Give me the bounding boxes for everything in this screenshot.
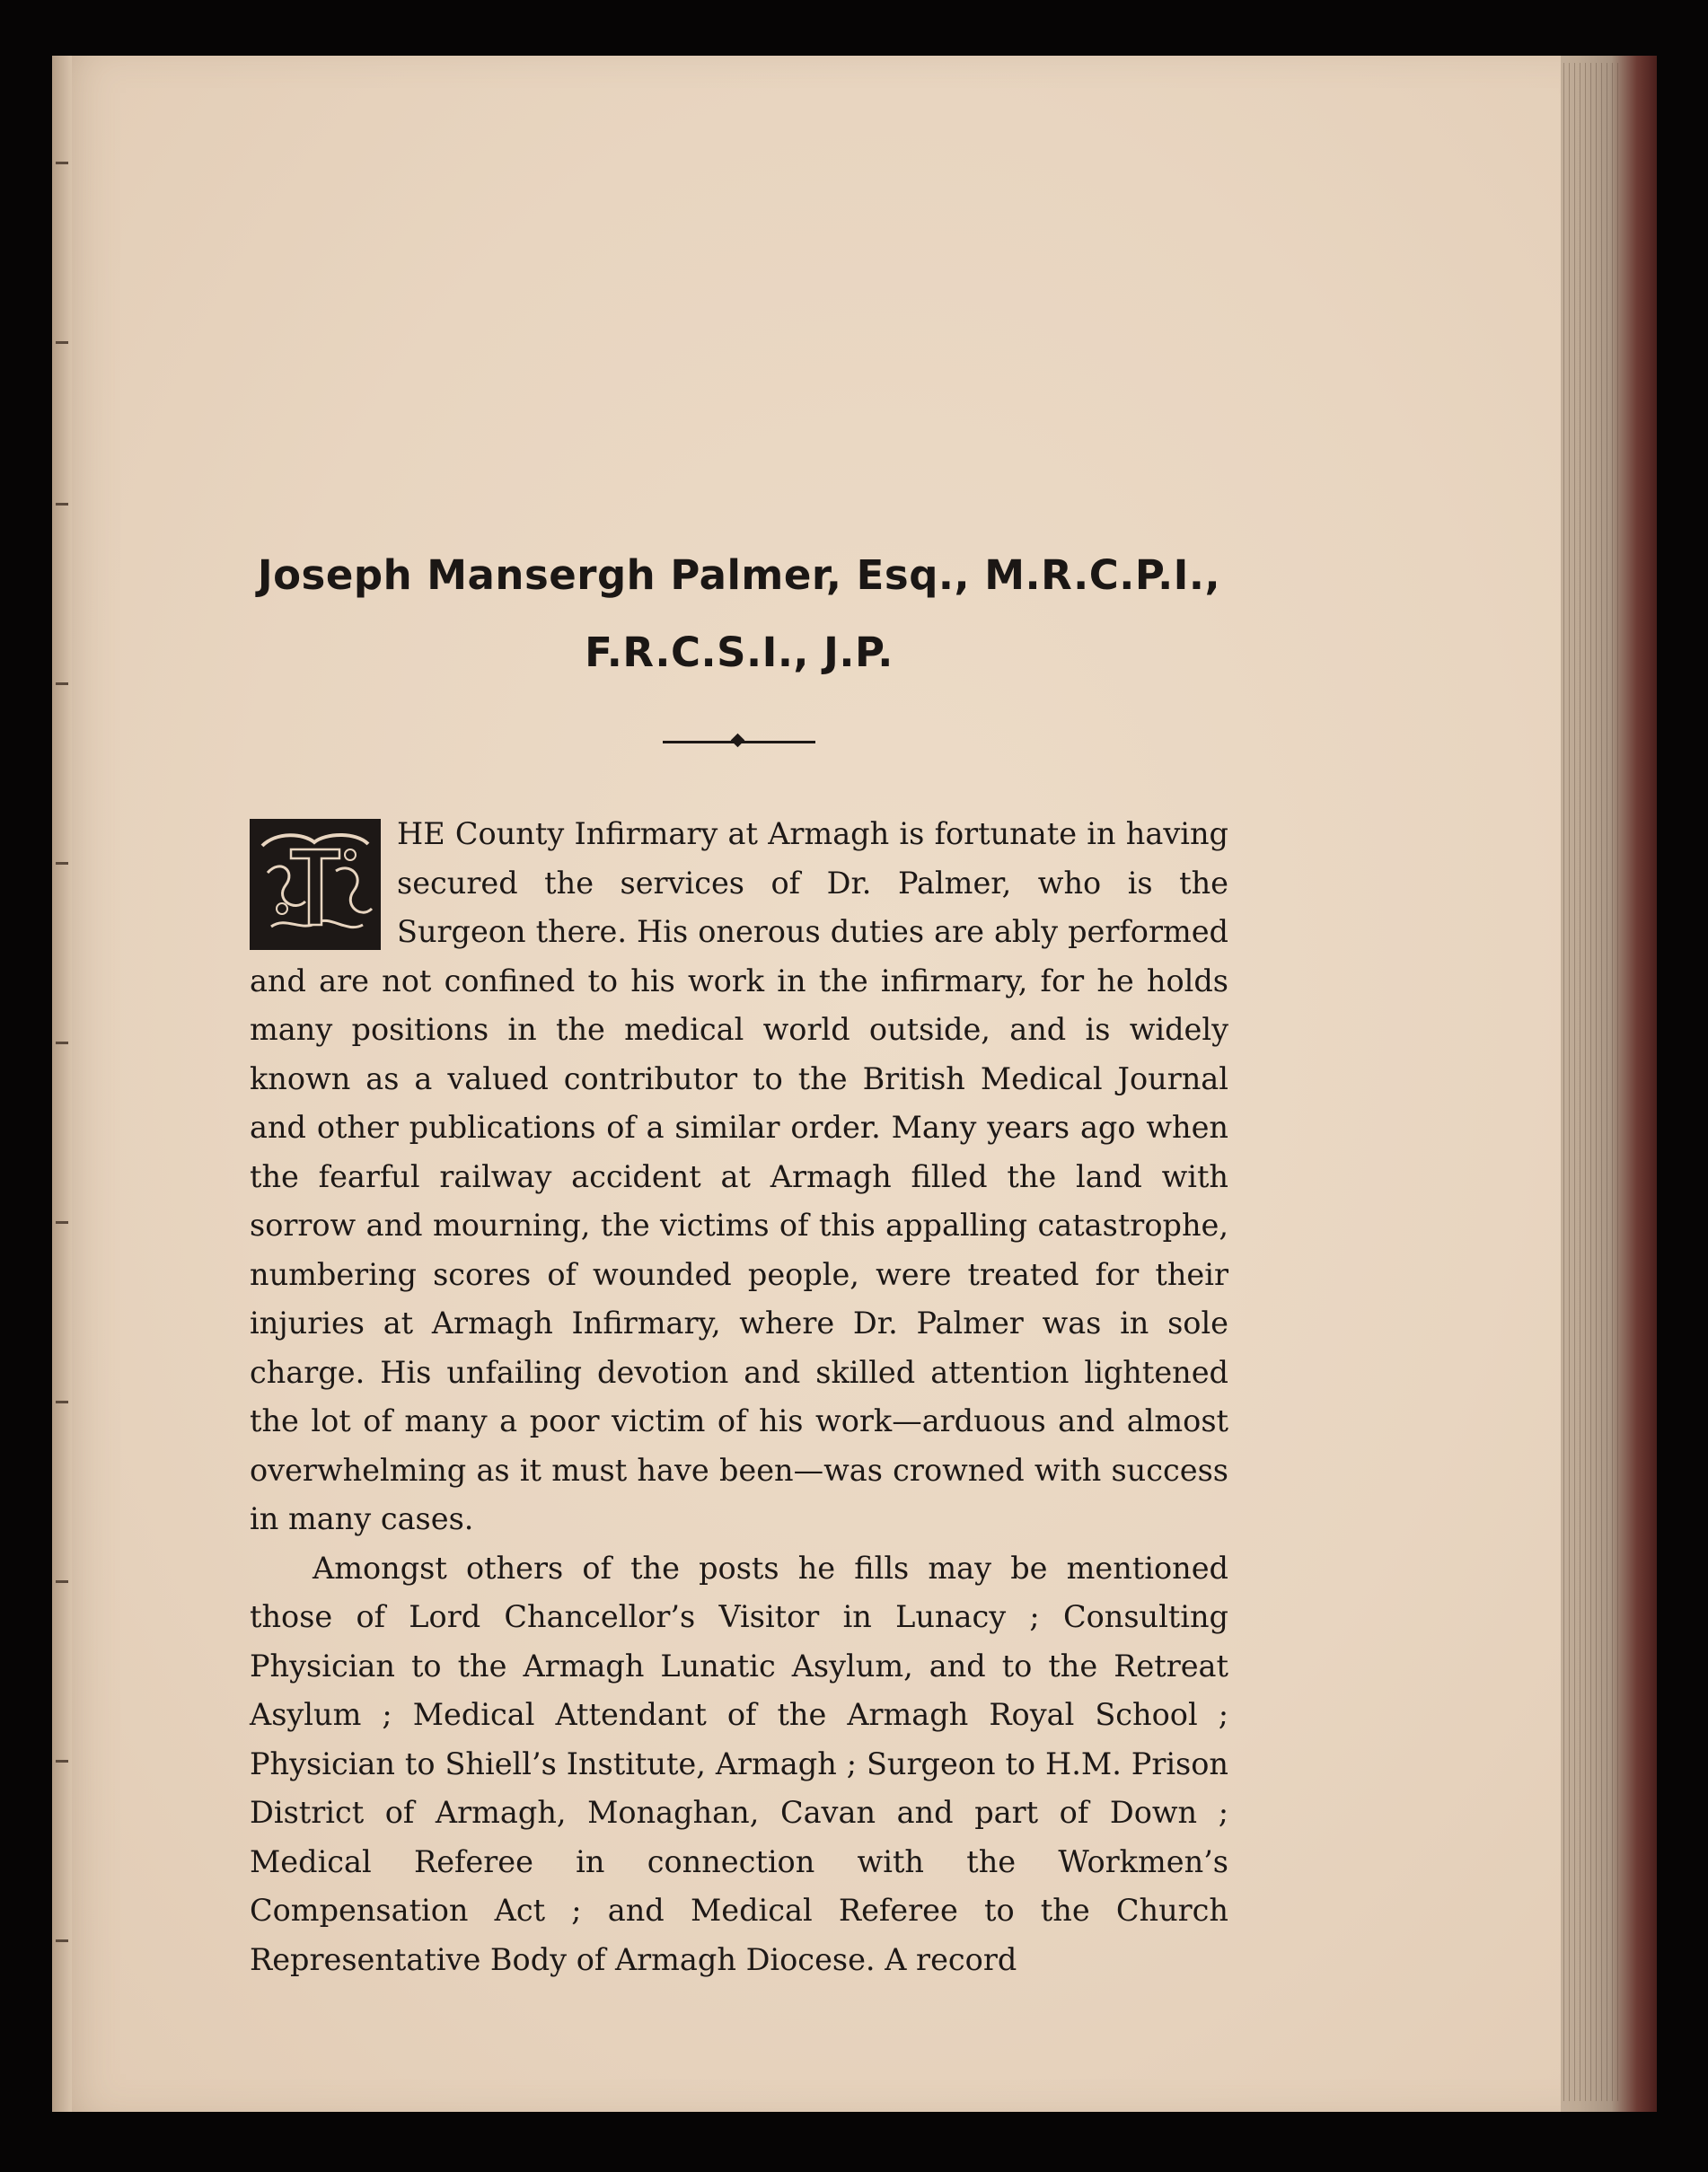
binding-stitch: [56, 341, 68, 344]
binding-stitch: [56, 1221, 68, 1224]
decorated-initial-art: [250, 819, 381, 950]
divider-diamond: [731, 734, 745, 748]
paragraph-2: Amongst others of the posts he fills may be mentioned those of Lord Chancellor’s Visitor in Lunacy ; Consulting Physician to the Armagh Lunatic Asylum, and to the Retreat Asylum ; Medical Attendant of the Armagh Royal School ; Physician to Shiell’s Institute, Armagh ; Surgeon to H.M. Prison District of Armagh, Monaghan, Cavan and part of Down ; Medical Referee in connection with the Workmen’s Compensation Act ; and Medical Referee to the Church Representative Body of Armagh Diocese. A record: [250, 1550, 1228, 1977]
drop-cap-letter: T: [314, 916, 316, 917]
page-title: [250, 537, 1228, 691]
ornament-divider: [663, 733, 815, 751]
title-line-2: F.R.C.S.I., J.P.: [585, 629, 894, 676]
title-line-1: Joseph Mansergh Palmer, Esq., M.R.C.P.I.,: [257, 551, 1221, 599]
binding-stitch: [56, 1760, 68, 1763]
binding-stitch: [56, 682, 68, 685]
binding-stitch: [56, 1580, 68, 1583]
binding-stitch: [56, 162, 68, 164]
binding-stitch: [56, 1042, 68, 1044]
binding-gutter: [52, 56, 72, 2112]
article: [250, 537, 1228, 1984]
binding-stitch: [56, 503, 68, 506]
binding-stitch: [56, 1939, 68, 1942]
page-edge-lines: [1558, 63, 1621, 2101]
paragraph-1: HE County Infirmary at Armagh is fortunate in having secured the services of Dr. Palmer, who is the Surgeon there. His onerous duties are ably performed and are not confined to his work in the infirmary, for he holds many positions in the medical world outside, and is widely known as a valued contributor to the British Medical Journal and other publications of a similar order. Many years ago when the fearful railway accident at Armagh filled the land with sorrow and mourning, the victims of this appalling catastrophe, numbering scores of wounded people, were treated for their injuries at Armagh Infirmary, where Dr. Palmer was in sole charge. His unfailing devotion and skilled attention lightened the lot of many a poor victim of his work—arduous and almost overwhelming as it must have been—was crowned with success in many cases.: [250, 816, 1228, 1536]
binding-stitch: [56, 1401, 68, 1403]
decorated-initial: [250, 819, 381, 950]
body-text: [250, 810, 1228, 1984]
binding-stitch: [56, 862, 68, 865]
